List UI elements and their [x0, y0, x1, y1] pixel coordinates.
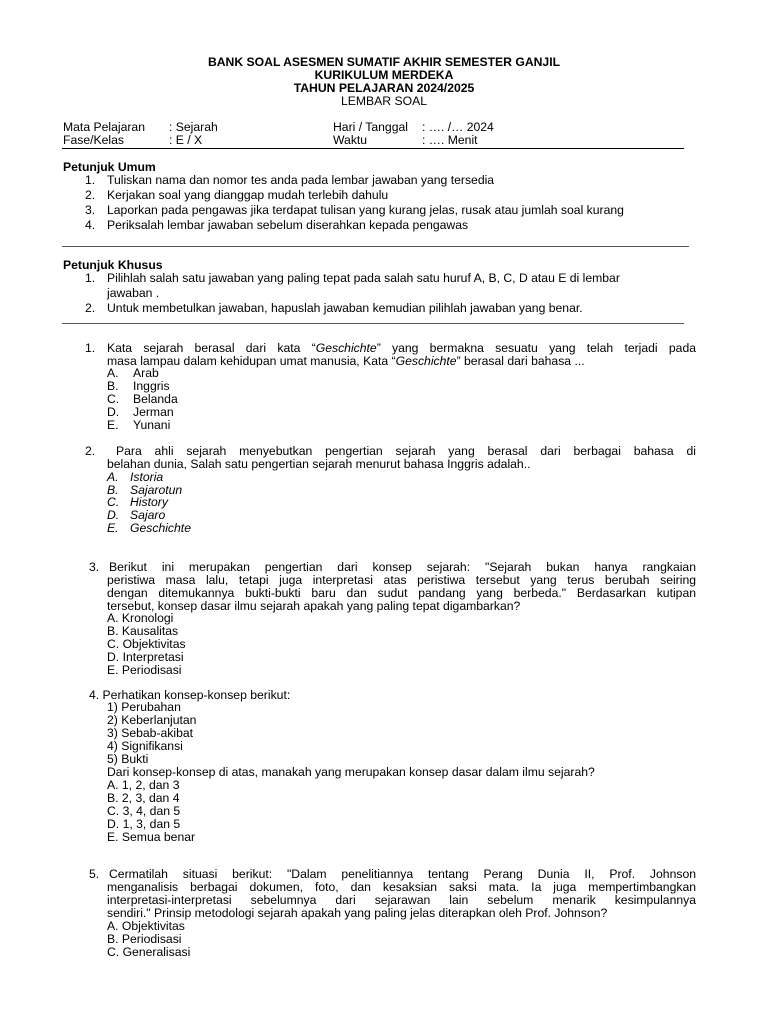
- question-text: Kata sejarah berasal dari kata “Geschichte” yang bermakna sesuatu yang telah terjadi pada: [107, 341, 697, 355]
- question-text: interpretasi-interpretasi sebelumnya dari sejarawan lain sebelum menarik kesimpulannya: [107, 893, 696, 907]
- general-instruction-num: 4.: [85, 218, 96, 232]
- general-instruction-text: Kerjakan soal yang dianggap mudah terlebih dahulu: [107, 188, 389, 202]
- question-text: masa lampau dalam kehidupan umat manusia, Kata “Geschichte” berasal dari bahasa ...: [107, 354, 585, 368]
- section-divider: [62, 323, 684, 324]
- academic-year: TAHUN PELAJARAN 2024/2025: [293, 81, 475, 95]
- specific-instruction-text: Pilihlah salah satu jawaban yang paling tepat pada salah satu huruf A, B, C, D atau E di lembar: [107, 271, 620, 285]
- info-divider: [62, 148, 684, 149]
- specific-instruction-num: 2.: [85, 301, 96, 315]
- curriculum-title: KURIKULUM MERDEKA: [314, 68, 454, 82]
- general-instruction-text: Laporkan pada pengawas jika terdapat tulisan yang kurang jelas, rusak atau jumlah soal kurang: [107, 203, 624, 217]
- question-number: 1.: [85, 341, 96, 355]
- general-instructions-title: Petunjuk Umum: [63, 160, 156, 174]
- sheet-label: LEMBAR SOAL: [340, 94, 428, 108]
- question-text: sendiri." Prinsip metodologi sejarah apakah yang paling jelas diterapkan oleh Prof. Johnson?: [107, 906, 608, 920]
- question-text: menganalisis berbagai dokumen, foto, dan kesaksian saksi mata. Ia juga mempertimbangkan: [107, 880, 696, 894]
- concept-item: 4) Signifikansi: [107, 739, 183, 753]
- answer-option: E. Semua benar: [107, 830, 196, 844]
- question-number: 2.: [85, 444, 96, 458]
- section-divider: [62, 246, 689, 247]
- question-text: Dari konsep-konsep di atas, manakah yang merupakan konsep dasar dalam ilmu sejarah?: [107, 765, 595, 779]
- time-label: Waktu: [333, 133, 368, 147]
- answer-option: C. 3, 4, dan 5: [107, 804, 181, 818]
- class-value: : E / X: [169, 133, 203, 147]
- specific-instruction-num: 1.: [85, 271, 96, 285]
- class-label: Fase/Kelas: [63, 133, 124, 147]
- answer-option: B. Periodisasi: [107, 932, 182, 946]
- question-text: peristiwa masa lalu, tetapi juga interpretasi atas peristiwa tersebut yang terus berubah seiring: [107, 573, 696, 587]
- answer-option: C. Generalisasi: [107, 945, 191, 959]
- answer-option: B. Kausalitas: [107, 624, 179, 638]
- time-value: : …. Menit: [422, 133, 478, 147]
- subject-value: : Sejarah: [169, 120, 218, 134]
- answer-option: A. 1, 2, dan 3: [107, 778, 180, 792]
- question-text: tersebut, konsep dasar ilmu sejarah apakah yang paling tepat digambarkan?: [107, 599, 521, 613]
- concept-item: 1) Perubahan: [107, 700, 181, 714]
- answer-option: E. Yunani: [107, 418, 171, 432]
- question-text: dengan ditemukannya bukti-bukti baru dan sudut pandang yang berbeda." Berdasarkan kutipan: [107, 586, 696, 600]
- answer-option: C. History: [107, 495, 168, 509]
- question-text: Berikut ini merupakan pengertian dari konsep sejarah: "Sejarah bukan hanya rangkaian: [109, 560, 696, 574]
- subject-label: Mata Pelajaran: [63, 120, 145, 134]
- specific-instructions-title: Petunjuk Khusus: [63, 258, 163, 272]
- general-instruction-num: 1.: [85, 173, 96, 187]
- date-value: : …. /… 2024: [422, 120, 494, 134]
- answer-option: D. Interpretasi: [107, 650, 184, 664]
- answer-option: E. Geschichte: [107, 521, 191, 535]
- answer-option: D. Sajaro: [107, 508, 166, 522]
- general-instruction-text: Tuliskan nama dan nomor tes anda pada lembar jawaban yang tersedia: [107, 173, 495, 187]
- specific-instruction-text: Untuk membetulkan jawaban, hapuslah jawaban kemudian pilihlah jawaban yang benar.: [107, 301, 583, 315]
- general-instruction-num: 3.: [85, 203, 96, 217]
- question-text: Cermatilah situasi berikut: "Dalam penelitiannya tentang Perang Dunia II, Prof. Johnson: [109, 867, 696, 881]
- answer-option: A. Arab: [107, 366, 159, 380]
- answer-option: A. Objektivitas: [107, 919, 185, 933]
- answer-option: C. Belanda: [107, 392, 178, 406]
- answer-option: D. 1, 3, dan 5: [107, 817, 181, 831]
- answer-option: B. Sajarotun: [107, 483, 183, 497]
- concept-item: 3) Sebab-akibat: [107, 726, 194, 740]
- question-text: belahan dunia, Salah satu pengertian sejarah menurut bahasa Inggris adalah..: [107, 457, 531, 471]
- answer-option: E. Periodisasi: [107, 663, 182, 677]
- question-number: 3.: [89, 560, 100, 574]
- answer-option: D. Jerman: [107, 405, 174, 419]
- general-instruction-num: 2.: [85, 188, 96, 202]
- question-text: 4. Perhatikan konsep-konsep berikut:: [89, 688, 291, 702]
- general-instruction-text: Periksalah lembar jawaban sebelum diserahkan kepada pengawas: [107, 218, 469, 232]
- specific-instruction-text: jawaban .: [107, 286, 160, 300]
- question-text: Para ahli sejarah menyebutkan pengertian sejarah yang berasal dari berbagai bahasa di: [116, 444, 696, 458]
- concept-item: 2) Keberlanjutan: [107, 713, 197, 727]
- answer-option: A. Istoria: [107, 470, 164, 484]
- exam-title: BANK SOAL ASESMEN SUMATIF AKHIR SEMESTER GANJIL: [207, 55, 561, 69]
- answer-option: C. Objektivitas: [107, 637, 186, 651]
- concept-item: 5) Bukti: [107, 752, 149, 766]
- answer-option: B. Inggris: [107, 379, 170, 393]
- answer-option: B. 2, 3, dan 4: [107, 791, 180, 805]
- question-number: 5.: [89, 867, 100, 881]
- date-label: Hari / Tanggal: [333, 120, 408, 134]
- answer-option: A. Kronologi: [107, 611, 174, 625]
